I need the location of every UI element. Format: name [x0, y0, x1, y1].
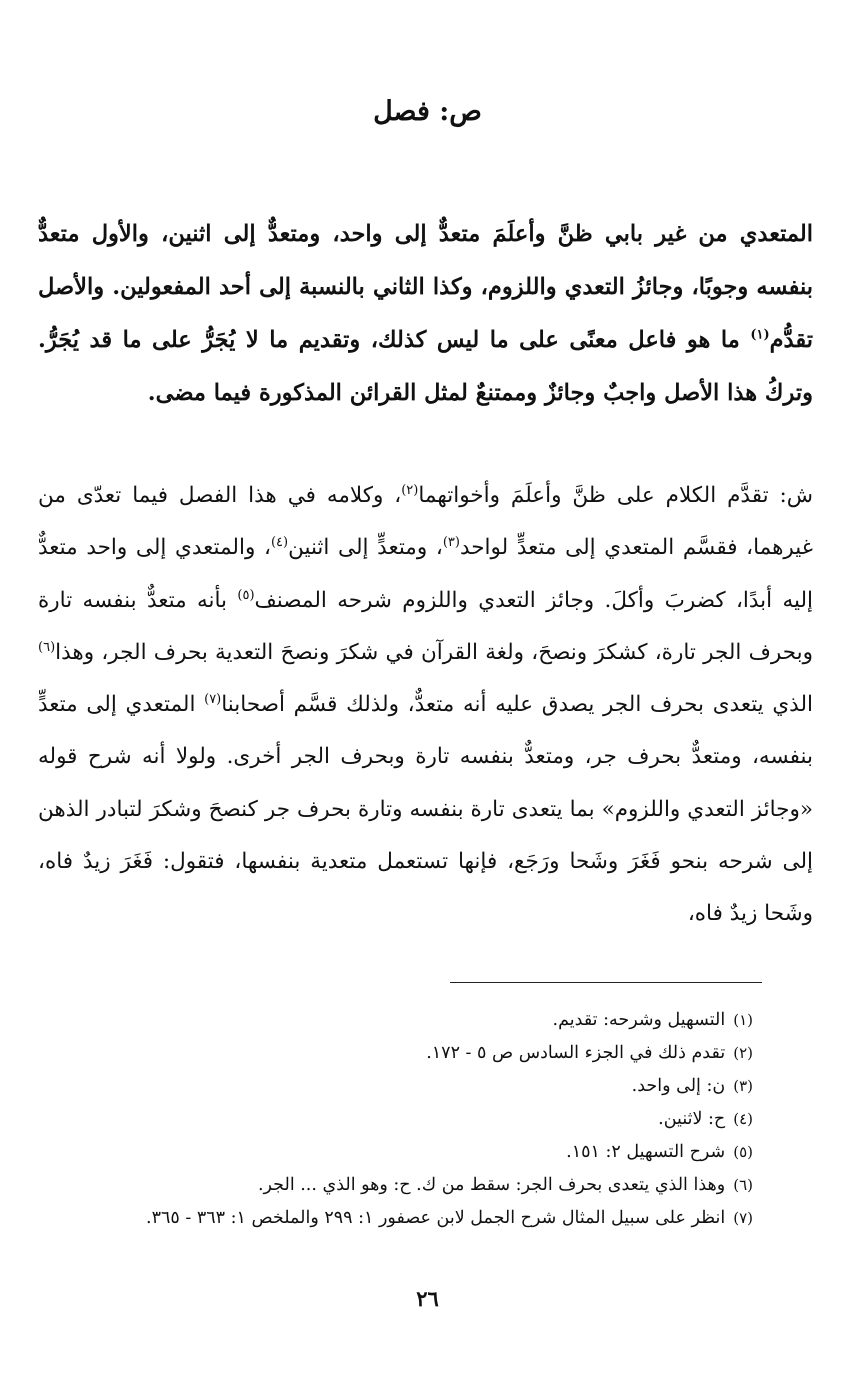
- footnote-ref[interactable]: (٧): [204, 692, 222, 708]
- footnote-text: شرح التسهيل ٢: ١٥١.: [566, 1142, 726, 1162]
- matn-text-part: المتعدي من غير بابي ظنَّ وأعلَمَ متعدٌّ إلى واحد، ومتعدٌّ إلى اثنين، والأول متعدٌّ بنفسه وجوبًا، وجائزُ التعدي واللزوم، وكذا الثاني بالنسبة إلى أحد المفعولين. والأصل تقدُّم: [38, 221, 813, 353]
- footnote-number: (٦): [733, 1176, 753, 1194]
- footnote-text: ح: لاثنين.: [658, 1109, 726, 1129]
- matn-text-part: ما هو فاعل معنًى على ما ليس كذلك، وتقديم ما لا يُجَرُّ على ما قد يُجَرُّ. وتركُ هذا الأصل واجبٌ وجائزٌ وممتنعٌ لمثل القرائن المذكورة فيما مضى.: [38, 327, 813, 406]
- footnote-ref[interactable]: (٦): [38, 639, 56, 655]
- footnote-ref[interactable]: (٥): [237, 587, 255, 603]
- page-number: ٢٦: [416, 1286, 439, 1311]
- footnote-text: ن: إلى واحد.: [631, 1076, 726, 1096]
- footnote-ref[interactable]: (١): [750, 327, 770, 343]
- sharh-text-part: ش: تقدَّم الكلام على ظنَّ وأعلَمَ وأخواتهما: [418, 483, 813, 508]
- sharh-text-part: ، والمتعدي إلى واحد متعدٌّ إليه أبدًا، كضربَ وأكلَ. وجائز التعدي واللزوم شرحه المصنف: [38, 535, 813, 613]
- footnote-item: [40, 1004, 753, 1037]
- matn-text: [38, 208, 813, 420]
- footnote-text: انظر على سبيل المثال شرح الجمل لابن عصفور ١: ٢٩٩ والملخص ١: ٣٦٣ - ٣٦٥.: [146, 1208, 726, 1228]
- footnote-number: (٢): [733, 1044, 753, 1062]
- sharh-text-part: ، وكلامه في هذا الفصل فيما تعدّى من غيرهما، فقسَّم المتعدي إلى متعدٍّ لواحد: [38, 483, 814, 561]
- sharh-text-part: ، ومتعدٍّ إلى اثنين: [288, 535, 443, 561]
- footnote-ref[interactable]: (٣): [442, 535, 460, 551]
- footnote-number: (٤): [733, 1110, 753, 1128]
- sharh-text-part: بأنه متعدٌّ بنفسه تارة وبحرف الجر تارة، كشكرَ ونصحَ، ولغة القرآن في شكرَ ونصحَ التعدية بحرف الجر، وهذا: [38, 587, 813, 665]
- footnote-number: (٣): [733, 1077, 753, 1095]
- footnote-item: [40, 1037, 753, 1070]
- footnote-item: [40, 1070, 753, 1103]
- footnote-number: (١): [733, 1011, 753, 1029]
- footnote-ref[interactable]: (٢): [401, 482, 419, 498]
- footnote-text: تقدم ذلك في الجزء السادس ص ٥ - ١٧٢.: [426, 1043, 726, 1063]
- sharh-text-part: المتعدي إلى متعدٍّ بنفسه، ومتعدٌّ بحرف جر، ومتعدٌّ بنفسه تارة وبحرف الجر أخرى. ولولا أنه شرح قوله «وجائز التعدي واللزوم» بما يتعدى تارة بنفسه وتارة بحرف جر كنصحَ وشكرَ لتبادر الذهن إلى شرحه بنحو فَغَرَ وشَحا ورَجَع، فإنها تستعمل متعدية بنفسها، فتقول: فَغَرَ زيدٌ فاه، وشَحا زيدٌ فاه،: [38, 692, 813, 927]
- footnote-number: (٧): [733, 1209, 753, 1227]
- sharh-text-part: الذي يتعدى بحرف الجر يصدق عليه أنه متعدٌّ، ولذلك قسَّم أصحابنا: [221, 692, 813, 718]
- section-heading: ص: فصل: [373, 96, 482, 127]
- footnote-item: [40, 1136, 753, 1169]
- footnote-ref[interactable]: (٤): [270, 535, 289, 551]
- footnote-item: [40, 1169, 753, 1202]
- footnote-item: [40, 1202, 753, 1235]
- sharh-text: [38, 470, 813, 941]
- footnote-separator: [450, 982, 762, 983]
- footnote-number: (٥): [733, 1143, 753, 1161]
- footnotes-list: [40, 1004, 753, 1235]
- footnote-text: التسهيل وشرحه: تقديم.: [552, 1010, 726, 1030]
- footnote-item: [40, 1103, 753, 1136]
- footnote-text: وهذا الذي يتعدى بحرف الجر: سقط من ك. ح: وهو الذي ... الجر.: [257, 1175, 726, 1195]
